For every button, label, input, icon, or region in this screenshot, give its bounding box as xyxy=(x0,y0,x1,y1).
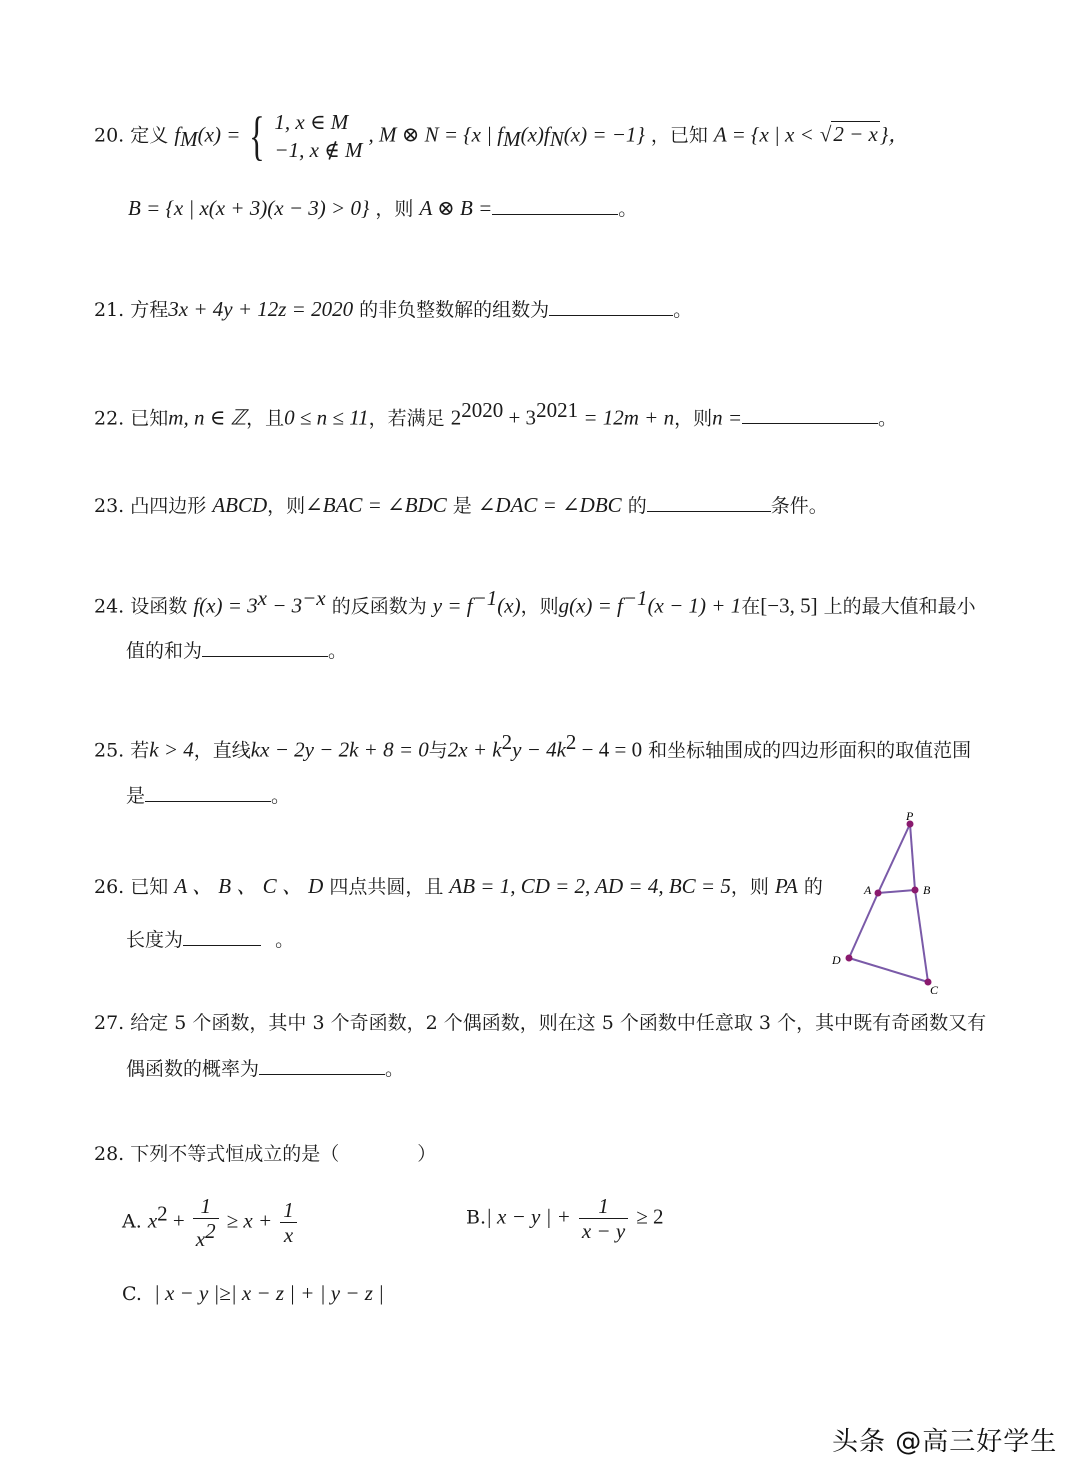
opt-a-frac2 xyxy=(280,1198,297,1247)
q20-set-a-tail: }， xyxy=(879,122,910,147)
q26-number: 26. xyxy=(94,876,125,898)
q23-text-d: 的 xyxy=(627,495,647,517)
q24-minus: − 3 xyxy=(266,593,303,618)
q26-end: 。 xyxy=(275,929,295,951)
q24-inv-exp: −1 xyxy=(472,586,498,610)
q20-def-sub2: N xyxy=(549,127,564,152)
q24-exp1: x xyxy=(257,586,267,610)
q20-cases xyxy=(274,108,362,165)
q25-line2-c: − 4 = 0 xyxy=(576,737,643,762)
opt-a-den1: $x^2$ xyxy=(195,1219,216,1252)
q26-pts: A 、 B 、 C 、 D xyxy=(174,874,324,898)
q27-line1: 给定 5 个函数，其中 3 个奇函数，2 个偶函数，则在这 5 个函数中任意取 3 个，其中既有奇函数又有 xyxy=(130,1012,987,1034)
opt-c-text: | x − y |≥| x − z | + | y − z | xyxy=(153,1281,384,1305)
q20-brace: { xyxy=(249,106,266,167)
option-b xyxy=(466,1194,663,1243)
q23-text-c: 是 xyxy=(452,495,472,517)
q20-def-sub1: M xyxy=(503,127,521,152)
opt-a-plus: + xyxy=(167,1208,185,1233)
opt-b-label: B. xyxy=(466,1206,487,1229)
q22-cond1: m, n ∈ ℤ xyxy=(168,405,247,430)
q27-end: 。 xyxy=(385,1058,405,1080)
q27-answer-blank[interactable] xyxy=(259,1056,385,1075)
q25-text-c: 与 xyxy=(428,739,448,762)
q22-text-b: ，且 xyxy=(246,407,285,430)
q25-cond: k > 4 xyxy=(149,737,194,762)
question-20: 20. 定义 $f_M(x)$ = { 1, x ∈ M −1, x ∉ M , M ⊗ N = {x | $f_M(x)f_N(x) = -1$} ，已知 A = {x | x < √2 − x}， xyxy=(94,106,910,167)
q20-number: 20. xyxy=(94,124,125,147)
question-24 xyxy=(94,586,976,619)
q22-end: 。 xyxy=(878,407,898,430)
q22-plus: + 3 xyxy=(503,405,537,430)
q23-quad: ABCD xyxy=(212,493,268,517)
point-d xyxy=(846,955,853,962)
opt-a-num2: 1 xyxy=(280,1198,297,1223)
q23-number: 23. xyxy=(94,495,125,517)
opt-b-frac xyxy=(579,1194,628,1243)
segment-bc xyxy=(915,890,928,982)
q20-then: ，则 xyxy=(375,198,414,220)
q22-exp2: 2021 xyxy=(536,398,579,422)
q23-text-b: ，则 xyxy=(267,495,306,517)
q26-lengths: AB = 1, CD = 2, AD = 4, BC = 5 xyxy=(449,874,731,898)
q27-number: 27. xyxy=(94,1012,125,1034)
q24-text-b: 的反函数为 xyxy=(331,595,427,618)
label-a: A xyxy=(864,883,872,897)
q20-case2: −1, x ∉ M xyxy=(274,138,363,163)
question-26-line2 xyxy=(126,927,294,952)
q21-answer-blank[interactable] xyxy=(549,297,673,316)
q22-number: 22. xyxy=(94,407,125,430)
q22-cond2: 0 ≤ n ≤ 11 xyxy=(284,405,369,430)
q24-inv: y = f xyxy=(432,593,473,618)
q25-number: 25. xyxy=(94,739,125,762)
q20-fm-arg: (x) = xyxy=(197,122,241,147)
q26-answer-blank[interactable] xyxy=(183,927,261,946)
q24-text-d: 在 xyxy=(741,595,761,618)
q24-interval: [−3, 5] xyxy=(760,593,818,618)
opt-a-label: A. xyxy=(122,1210,142,1233)
question-27 xyxy=(94,1012,986,1035)
q21-text-a: 方程 xyxy=(130,299,169,321)
q20-set-b: B = {x | x(x + 3)(x − 3) > 0} xyxy=(128,196,370,220)
question-25-line2 xyxy=(126,783,290,808)
q24-number: 24. xyxy=(94,595,125,618)
q20-set-a-head: A = {x | x < xyxy=(713,122,814,147)
option-a xyxy=(122,1194,299,1251)
q23-cond1: ∠BAC = ∠BDC xyxy=(305,493,447,517)
question-21 xyxy=(94,297,692,322)
point-a xyxy=(875,890,882,897)
q20-answer-blank[interactable] xyxy=(492,196,618,215)
question-26 xyxy=(94,874,823,899)
q23-answer-blank[interactable] xyxy=(647,493,771,512)
q20-def-op: , M ⊗ N = {x | f xyxy=(368,122,504,147)
q26-figure xyxy=(828,806,958,996)
q24-text-e: 上的最大值和最小 xyxy=(823,595,976,618)
q25-line1: kx − 2y − 2k + 8 = 0 xyxy=(250,737,429,762)
q22-ask: n = xyxy=(712,405,743,430)
segment-ad xyxy=(849,893,878,958)
question-22 xyxy=(94,398,897,431)
q21-equation: 3x + 4y + 12z = 2020 xyxy=(168,297,354,321)
q25-answer-blank[interactable] xyxy=(145,783,271,802)
figure-lines xyxy=(849,824,928,982)
question-27-line2 xyxy=(126,1056,404,1081)
q26-pa: PA xyxy=(774,874,798,898)
segment-ab xyxy=(878,890,915,893)
q22-base1: 2 xyxy=(450,405,462,430)
q26-text-b: 四点共圆，且 xyxy=(329,876,444,898)
segment-pa xyxy=(878,824,910,893)
q21-end: 。 xyxy=(673,299,693,321)
q20-known: ，已知 xyxy=(650,124,708,147)
q25-text-b: ，直线 xyxy=(193,739,251,762)
q26-text-a: 已知 xyxy=(130,876,169,898)
q28-number: 28. xyxy=(94,1143,125,1165)
q25-text-a: 若 xyxy=(130,739,150,762)
opt-a-x: x xyxy=(147,1208,158,1233)
segment-pb xyxy=(910,824,915,890)
q26-text-d: 的 xyxy=(803,876,823,898)
q20-fm: f xyxy=(174,122,181,147)
question-28 xyxy=(94,1143,436,1166)
q22-text-d: ，则 xyxy=(674,407,713,430)
q25-line2-a: 2x + k xyxy=(447,737,502,762)
q24-inv-arg: (x) xyxy=(497,593,521,618)
q20-def-mid: (x)f xyxy=(520,122,550,147)
q23-text-e: 条件。 xyxy=(770,495,828,517)
label-d: D xyxy=(832,953,841,967)
question-25 xyxy=(94,730,971,763)
q22-answer-blank[interactable] xyxy=(742,405,878,424)
label-c: C xyxy=(930,983,939,996)
opt-b-a: | x − y | + xyxy=(486,1204,571,1229)
q25-line2: 是 xyxy=(126,785,146,807)
q28-close: ） xyxy=(417,1143,437,1165)
point-b xyxy=(912,887,919,894)
q24-fx: f(x) = 3 xyxy=(193,593,258,618)
opt-b-num: 1 xyxy=(579,1194,628,1219)
q25-line2-exp: 2 xyxy=(501,730,513,754)
q24-gx: g(x) = f xyxy=(558,593,623,618)
q26-line2: 长度为 xyxy=(126,929,184,951)
q24-line2: 值的和为 xyxy=(126,640,203,662)
opt-a-num1: 1 xyxy=(193,1194,219,1219)
q25-text-d: 和坐标轴围成的四边形面积的取值范围 xyxy=(648,739,972,762)
q28-stem: 下列不等式恒成立的是（ xyxy=(130,1143,340,1165)
q24-answer-blank[interactable] xyxy=(202,638,328,657)
opt-c-label: C. xyxy=(122,1283,142,1305)
q21-number: 21. xyxy=(94,299,125,321)
opt-b-den: x − y xyxy=(581,1219,626,1244)
q25-line2-b: y − 4k xyxy=(512,737,566,762)
q24-text-a: 设函数 xyxy=(130,595,188,618)
label-b: B xyxy=(923,883,931,897)
q21-text-b: 的非负整数解的组数为 xyxy=(359,299,550,321)
q20-def-tail: (x) = −1} xyxy=(563,122,645,147)
q20-end: 。 xyxy=(618,198,638,220)
q20-set-a-root: 2 − x xyxy=(833,122,878,147)
q23-cond2: ∠DAC = ∠DBC xyxy=(477,493,622,517)
watermark: 头条 @高三好学生 xyxy=(832,1427,1058,1457)
q27-line2: 偶函数的概率为 xyxy=(126,1058,260,1080)
q20-result: A ⊗ B = xyxy=(419,196,493,220)
q20-fm-sub: M xyxy=(180,127,198,152)
question-20-line2 xyxy=(128,196,637,221)
option-c xyxy=(122,1281,384,1306)
segment-dc xyxy=(849,958,928,982)
q24-exp2: −x xyxy=(302,586,326,610)
question-24-line2 xyxy=(126,638,347,663)
opt-b-tail: ≥ 2 xyxy=(636,1204,664,1229)
q24-end: 。 xyxy=(328,640,348,662)
label-p: P xyxy=(906,809,914,823)
opt-a-den2: x xyxy=(283,1223,294,1248)
q25-end: 。 xyxy=(271,785,291,807)
q20-lead: 定义 xyxy=(130,124,169,147)
q24-gx-exp: −1 xyxy=(622,586,648,610)
q22-text-c: ，若满足 xyxy=(368,407,445,430)
opt-a-mid: ≥ x + xyxy=(226,1208,273,1233)
q22-exp1: 2020 xyxy=(461,398,504,422)
q22-text-a: 已知 xyxy=(130,407,169,430)
q26-text-c: ，则 xyxy=(730,876,769,898)
q25-line2-exp2: 2 xyxy=(565,730,577,754)
q23-text-a: 凸四边形 xyxy=(130,495,207,517)
opt-a-frac1 xyxy=(193,1194,219,1251)
question-23 xyxy=(94,493,828,518)
q24-text-c: ，则 xyxy=(520,595,559,618)
q24-gx-arg: (x − 1) + 1 xyxy=(647,593,742,618)
q22-rhs: = 12m + n xyxy=(578,405,675,430)
q20-case1: 1, x ∈ M xyxy=(274,110,349,134)
opt-a-exp: 2 xyxy=(157,1201,168,1226)
